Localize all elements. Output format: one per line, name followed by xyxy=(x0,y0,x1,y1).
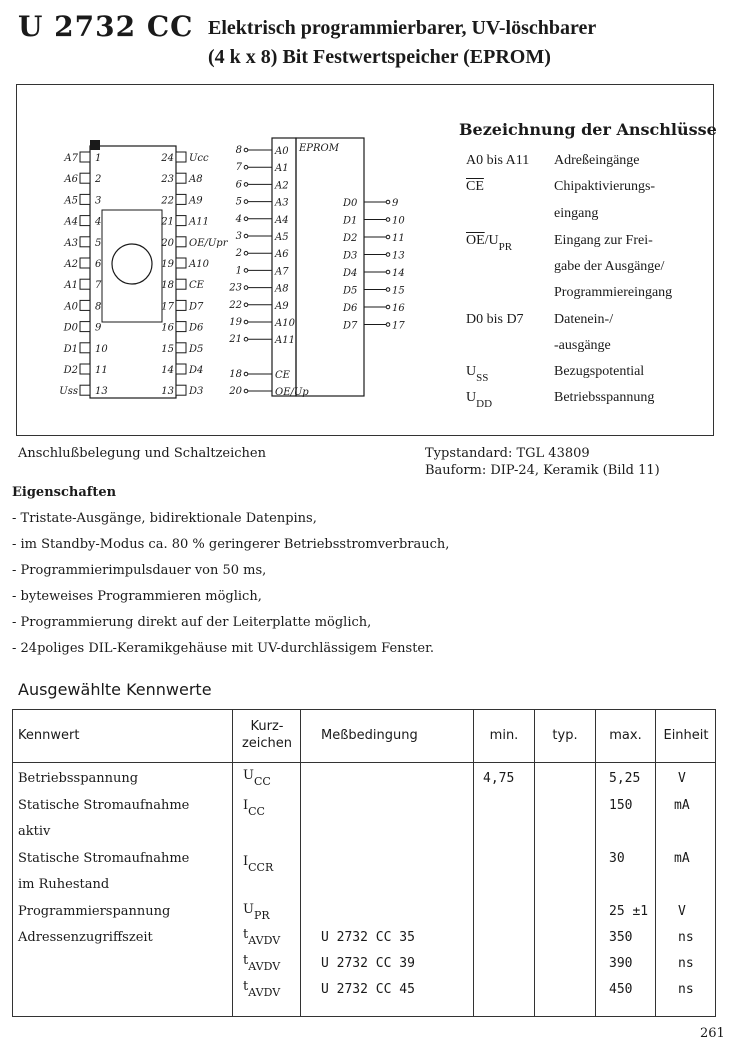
row-programmierspannung-max: 25 ±1 xyxy=(609,904,649,919)
output-label: D5 xyxy=(343,285,358,297)
output-label: D6 xyxy=(343,303,358,314)
input-pin-number: 23 xyxy=(229,282,242,294)
pin-label: D4 xyxy=(189,365,204,376)
characteristics-table xyxy=(12,709,716,1017)
pin-label: A1 xyxy=(64,280,78,292)
input-pin-number: 8 xyxy=(235,145,242,156)
header-typ: typ. xyxy=(552,728,578,743)
pin-number: 1 xyxy=(95,153,102,164)
pin-label: D7 xyxy=(189,301,204,313)
output-terminal xyxy=(386,218,390,222)
pin-symbol: $U_{DD}$ xyxy=(466,390,493,410)
pin-pad xyxy=(80,152,90,162)
row-stromaufnahme-aktiv-unit: mA xyxy=(674,798,690,813)
pin-pad xyxy=(176,343,186,353)
row-stromaufnahme-aktiv-name2: aktiv xyxy=(18,824,51,839)
header-kennwert: Kennwert xyxy=(18,728,80,743)
input-pin-number: 3 xyxy=(235,231,242,242)
pin-label: A4 xyxy=(64,216,78,228)
row-betriebsspannung-name: Betriebsspannung xyxy=(18,771,139,786)
input-label: A8 xyxy=(275,283,289,295)
row-stromaufnahme-aktiv-sym: $I_{CC}$ xyxy=(243,798,265,818)
output-label: D7 xyxy=(343,320,358,332)
table-divider xyxy=(13,762,715,763)
pin-number: 14 xyxy=(161,365,174,376)
pin-pad xyxy=(176,173,186,183)
output-terminal xyxy=(386,200,390,204)
pin-number: 11 xyxy=(95,365,108,376)
table-divider xyxy=(595,710,596,1016)
pin-number: 5 xyxy=(95,237,102,249)
symbol-memory-block xyxy=(296,138,364,396)
input-terminal xyxy=(244,269,248,273)
pin-label: A2 xyxy=(64,259,78,270)
pin-label: A8 xyxy=(189,174,203,186)
input-pin-number: 1 xyxy=(235,265,242,277)
output-pin-number: 13 xyxy=(392,250,405,262)
pin-label: D0 xyxy=(63,322,78,334)
row-zugriffszeit-unit: ns xyxy=(678,982,694,997)
part-number: U 2732 CC xyxy=(18,10,194,43)
title-line-2: (4 k x 8) Bit Festwertspeicher (EPROM) xyxy=(208,46,551,68)
pin-description: Betriebsspannung xyxy=(554,390,655,405)
pin-number: 8 xyxy=(95,301,102,313)
table-divider xyxy=(534,710,535,1016)
output-label: D3 xyxy=(343,250,358,262)
input-pin-number: 5 xyxy=(235,196,242,208)
output-pin-number: 9 xyxy=(392,198,399,209)
header-min: min. xyxy=(489,728,519,743)
input-pin-number: 21 xyxy=(229,334,242,346)
pin-number: 2 xyxy=(95,174,102,186)
row-betriebsspannung-max: 5,25 xyxy=(609,771,641,786)
pin-pad xyxy=(80,300,90,310)
page-number: 261 xyxy=(700,1026,725,1041)
row-zugriffszeit-unit: ns xyxy=(678,930,694,945)
pin-pad xyxy=(80,216,90,226)
row-zugriffszeit-max: 450 xyxy=(609,982,633,997)
input-terminal xyxy=(244,303,248,307)
pin-number: 9 xyxy=(95,322,102,334)
pin-description: eingang xyxy=(554,206,599,221)
title-line-1: Elektrisch programmierbarer, UV-löschbarer xyxy=(208,17,597,39)
pin-description: Datenein-/ xyxy=(554,312,614,327)
output-pin-number: 17 xyxy=(392,320,405,332)
table-divider xyxy=(232,710,233,1016)
row-zugriffszeit-unit: ns xyxy=(678,956,694,971)
pin-pad xyxy=(80,364,90,374)
header-kurz: Kurz- xyxy=(250,719,284,734)
row-betriebsspannung-min: 4,75 xyxy=(483,771,515,786)
pin-label: D1 xyxy=(63,343,78,355)
property-item: - 24poliges DIL-Keramikgehäuse mit UV-durchlässigem Fenster. xyxy=(12,641,435,656)
pin-label: A0 xyxy=(64,301,78,313)
property-item: - byteweises Programmieren möglich, xyxy=(12,589,262,604)
output-pin-number: 16 xyxy=(392,303,405,314)
symbol-title: EPROM xyxy=(299,143,339,154)
input-terminal xyxy=(244,200,248,204)
pin-number: 15 xyxy=(161,343,174,355)
row-zugriffszeit-sym: $t_{AVDV}$ xyxy=(243,927,281,947)
pin-symbol: D0 bis D7 xyxy=(466,312,524,327)
pin-number: 16 xyxy=(161,322,174,334)
input-label: A7 xyxy=(275,266,289,278)
type-standard: Typstandard: TGL 43809 xyxy=(425,446,590,461)
input-pin-number: 6 xyxy=(235,179,242,191)
dip-package xyxy=(59,140,228,398)
input-label: OE/Up xyxy=(275,387,309,398)
pin1-marker xyxy=(90,140,100,150)
pin-pad xyxy=(176,300,186,310)
row-zugriffszeit-cond: U 2732 CC 35 xyxy=(321,930,415,945)
row-stromaufnahme-aktiv-max: 150 xyxy=(609,798,633,813)
properties-heading: Eigenschaften xyxy=(12,485,117,500)
pin-label: Uss xyxy=(59,386,78,398)
input-pin-number: 7 xyxy=(235,162,242,174)
pin-pad xyxy=(80,173,90,183)
pin-number: 19 xyxy=(161,259,174,270)
pin-label: OE/Upr xyxy=(189,237,228,249)
output-terminal xyxy=(386,323,390,327)
pin-number: 20 xyxy=(161,237,174,249)
input-terminal xyxy=(244,251,248,255)
input-label: A0 xyxy=(275,146,289,157)
row-zugriffszeit-sym: $t_{AVDV}$ xyxy=(243,979,281,999)
row-programmierspannung-name: Programmierspannung xyxy=(18,904,171,919)
output-terminal xyxy=(386,235,390,239)
row-stromaufnahme-ruhe-unit: mA xyxy=(674,851,690,866)
pin-label: D5 xyxy=(189,343,204,355)
pin-number: 18 xyxy=(161,280,174,292)
property-item: - im Standby-Modus ca. 80 % geringerer Betriebsstromverbrauch, xyxy=(12,537,450,552)
pin-number: 4 xyxy=(95,216,102,228)
figure-caption: Anschlußbelegung und Schaltzeichen xyxy=(18,446,266,461)
input-terminal xyxy=(244,389,248,393)
pin-number: 13 xyxy=(95,386,108,398)
output-label: D0 xyxy=(343,198,358,209)
row-zugriffszeit-sym: $t_{AVDV}$ xyxy=(243,953,281,973)
output-pin-number: 10 xyxy=(392,215,405,227)
input-terminal xyxy=(244,234,248,238)
package-type: Bauform: DIP-24, Keramik (Bild 11) xyxy=(425,463,660,478)
input-terminal xyxy=(244,286,248,290)
output-label: D2 xyxy=(343,233,358,244)
table-divider xyxy=(655,710,656,1016)
input-terminal xyxy=(244,148,248,152)
pin-pad xyxy=(176,322,186,332)
output-label: D4 xyxy=(343,268,358,279)
pin-number: 22 xyxy=(161,195,174,207)
output-terminal xyxy=(386,253,390,257)
row-zugriffszeit-name: Adressenzugriffszeit xyxy=(18,930,153,945)
input-terminal xyxy=(244,165,248,169)
pin-pad xyxy=(80,194,90,204)
row-stromaufnahme-ruhe-sym: $I_{CCR}$ xyxy=(243,854,274,874)
pin-number: 6 xyxy=(95,259,102,270)
pin-pad xyxy=(176,279,186,289)
output-label: D1 xyxy=(343,215,358,227)
input-label: A10 xyxy=(275,318,295,329)
pin-label: A10 xyxy=(189,259,209,270)
row-betriebsspannung-sym: $U_{CC}$ xyxy=(243,768,271,788)
row-stromaufnahme-ruhe-name2: im Ruhestand xyxy=(18,877,110,892)
pin-pad xyxy=(80,322,90,332)
pin-description: Chipaktivierungs- xyxy=(554,179,656,194)
pin-pad xyxy=(176,152,186,162)
input-label: A11 xyxy=(275,335,295,347)
input-terminal xyxy=(244,183,248,187)
row-programmierspannung-unit: V xyxy=(678,904,686,919)
output-pin-number: 14 xyxy=(392,268,405,279)
property-item: - Programmierimpulsdauer von 50 ms, xyxy=(12,563,267,578)
eprom-symbol xyxy=(228,138,405,398)
pin-label: A11 xyxy=(189,216,209,228)
input-label: A2 xyxy=(275,180,289,192)
row-zugriffszeit-cond: U 2732 CC 45 xyxy=(321,982,415,997)
property-item: - Tristate-Ausgänge, bidirektionale Datenpins, xyxy=(12,511,317,526)
input-pin-number: 4 xyxy=(235,213,242,225)
pin-pad xyxy=(80,258,90,268)
row-zugriffszeit-max: 390 xyxy=(609,956,633,971)
pin-label: D3 xyxy=(189,386,204,398)
output-terminal xyxy=(386,288,390,292)
row-stromaufnahme-aktiv-name: Statische Stromaufnahme xyxy=(18,798,190,813)
output-pin-number: 15 xyxy=(392,285,405,297)
pin-pad xyxy=(80,385,90,395)
input-pin-number: 2 xyxy=(235,248,242,260)
pin-pad xyxy=(80,237,90,247)
pin-pad xyxy=(176,385,186,395)
pin-description: gabe der Ausgänge/ xyxy=(554,259,665,274)
pin-description: -ausgänge xyxy=(554,338,611,353)
pin-number: 17 xyxy=(161,301,174,313)
header-messbedingung: Meßbedingung xyxy=(321,728,418,743)
pin-description: Bezugspotential xyxy=(554,364,645,379)
output-terminal xyxy=(386,305,390,309)
pin-symbol: $U_{SS}$ xyxy=(466,364,489,384)
input-pin-number: 19 xyxy=(229,317,242,328)
input-pin-number: 18 xyxy=(229,369,242,380)
uv-window xyxy=(112,244,152,284)
pinout-diagram xyxy=(16,84,456,436)
pin-pad xyxy=(80,279,90,289)
input-label: A9 xyxy=(275,300,289,312)
output-pin-number: 11 xyxy=(392,233,405,244)
pin-pad xyxy=(176,258,186,268)
pins-title: Bezeichnung der Anschlüsse xyxy=(459,120,717,139)
input-label: A4 xyxy=(275,214,289,226)
pin-number: 13 xyxy=(161,386,174,398)
property-item: - Programmierung direkt auf der Leiterplatte möglich, xyxy=(12,615,372,630)
input-terminal xyxy=(244,320,248,324)
pin-pad xyxy=(176,364,186,374)
row-stromaufnahme-ruhe-max: 30 xyxy=(609,851,625,866)
pin-number: 10 xyxy=(95,343,108,355)
pin-label: A7 xyxy=(64,153,78,164)
input-terminal xyxy=(244,217,248,221)
input-label: CE xyxy=(275,370,290,381)
pin-label: Ucc xyxy=(189,153,209,164)
input-pin-number: 20 xyxy=(229,386,242,397)
row-zugriffszeit-max: 350 xyxy=(609,930,633,945)
pin-number: 7 xyxy=(95,280,102,292)
pin-description: Programmiereingang xyxy=(554,285,673,300)
input-label: A5 xyxy=(275,232,289,243)
pin-symbol: $\overline{CE}$ xyxy=(466,179,484,194)
pin-number: 23 xyxy=(161,174,174,186)
table-divider xyxy=(473,710,474,1016)
pin-number: 24 xyxy=(161,153,174,164)
row-betriebsspannung-unit: V xyxy=(678,771,686,786)
pin-label: CE xyxy=(189,280,204,292)
pin-number: 3 xyxy=(95,195,102,207)
input-label: A3 xyxy=(275,197,289,209)
header-einheit: Einheit xyxy=(663,728,709,743)
pin-number: 21 xyxy=(161,216,174,228)
input-label: A6 xyxy=(275,249,289,261)
pin-pad xyxy=(176,237,186,247)
pin-symbol: $\overline{OE}/U_{PR}$ xyxy=(466,233,513,253)
pin-description: Eingang zur Frei- xyxy=(554,233,653,248)
row-programmierspannung-sym: $U_{PR}$ xyxy=(243,902,270,922)
input-label: A1 xyxy=(275,163,289,175)
input-terminal xyxy=(244,372,248,376)
pin-label: D2 xyxy=(63,365,78,376)
pin-description: Adreßeingänge xyxy=(554,153,640,168)
row-stromaufnahme-ruhe-name: Statische Stromaufnahme xyxy=(18,851,190,866)
pin-label: A9 xyxy=(189,195,203,207)
table-title: Ausgewählte Kennwerte xyxy=(18,680,212,699)
row-zugriffszeit-cond: U 2732 CC 39 xyxy=(321,956,415,971)
pin-pad xyxy=(176,194,186,204)
output-terminal xyxy=(386,270,390,274)
input-pin-number: 22 xyxy=(229,299,242,311)
pin-label: D6 xyxy=(189,322,204,334)
pin-pad xyxy=(176,216,186,226)
pin-pad xyxy=(80,343,90,353)
input-terminal xyxy=(244,337,248,341)
pin-label: A3 xyxy=(64,237,78,249)
uv-window-frame xyxy=(102,210,162,322)
pin-symbol: A0 bis A11 xyxy=(466,153,530,168)
header-max: max. xyxy=(609,728,642,743)
pin-label: A5 xyxy=(64,195,78,207)
table-divider xyxy=(300,710,301,1016)
pin-label: A6 xyxy=(64,174,78,186)
header-zeichen: zeichen xyxy=(241,736,293,751)
